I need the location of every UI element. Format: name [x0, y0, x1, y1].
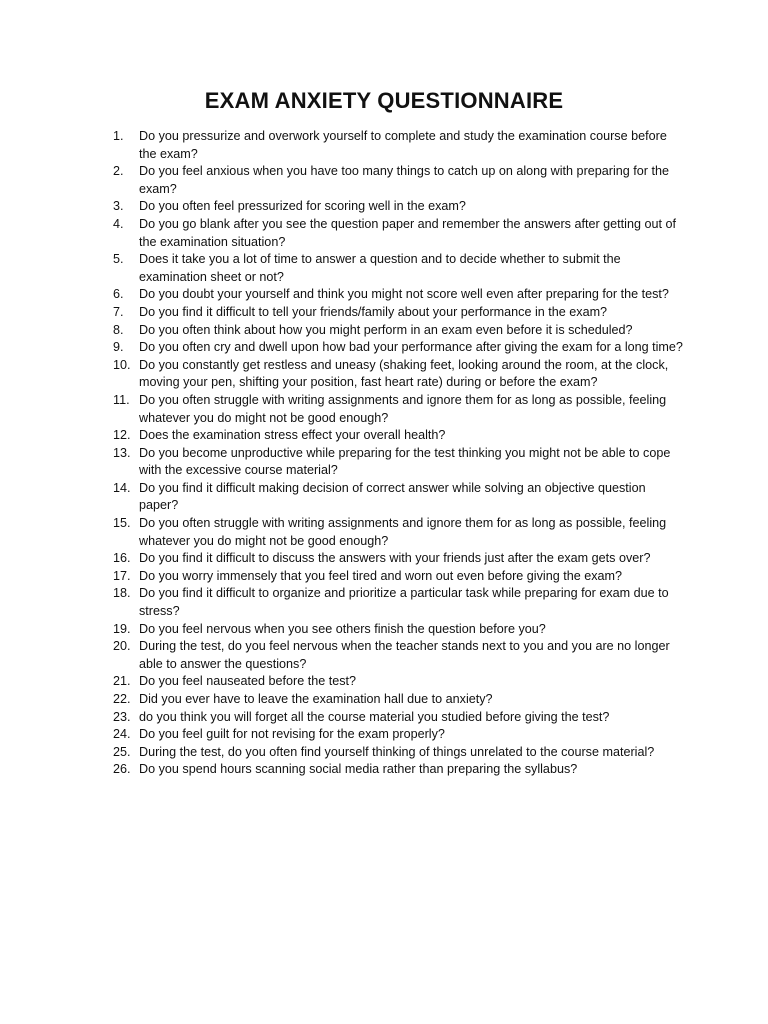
question-item: [104, 568, 684, 586]
question-number: 20.: [113, 639, 131, 654]
question-number: 22.: [113, 692, 131, 706]
question-text: Do you find it difficult to discuss the answers with your friends just after the exam gets over?: [139, 551, 651, 566]
question-number: 9.: [113, 340, 124, 355]
question-item: [104, 128, 684, 163]
question-number: 25.: [113, 744, 131, 759]
question-text: Do you feel nervous when you see others finish the question before you?: [139, 621, 546, 636]
question-item: [104, 744, 684, 762]
question-item: [104, 585, 684, 620]
question-number: 26.: [113, 762, 131, 777]
page-title: EXAM ANXIETY QUESTIONNAIRE: [204, 88, 564, 113]
question-text: Do you doubt your yourself and think you might not score well even after preparing for the test?: [139, 287, 669, 302]
question-text: do you think you will forget all the course material you studied before giving the test?: [139, 709, 610, 724]
question-number: 8.: [113, 322, 124, 337]
question-item: [104, 621, 684, 639]
question-item: [104, 392, 684, 427]
question-item: [104, 286, 684, 304]
question-item: [104, 638, 684, 673]
question-number: 1.: [113, 129, 124, 143]
question-text: Do you often struggle with writing assignments and ignore them for as long as possible, feeling whatever you do might not be good enough?: [139, 516, 667, 548]
question-text: Do you go blank after you see the question paper and remember the answers after getting out of the examination situation?: [139, 216, 676, 249]
question-number: 13.: [113, 445, 131, 460]
question-item: [104, 445, 684, 480]
question-text: Do you worry immensely that you feel tired and worn out even before giving the exam?: [139, 568, 623, 583]
question-number: 16.: [113, 551, 131, 566]
question-number: 10.: [113, 357, 131, 372]
question-item: [104, 515, 684, 550]
question-number: 7.: [113, 304, 124, 319]
question-item: [104, 480, 684, 515]
question-number: 21.: [113, 674, 131, 689]
question-number: 15.: [113, 516, 131, 531]
question-number: 24.: [113, 727, 131, 742]
question-text: Do you often feel pressurized for scoring well in the exam?: [139, 199, 466, 214]
question-item: [104, 357, 684, 392]
question-text: Do you find it difficult to organize and prioritize a particular task while preparing for exam due to stress?: [139, 586, 669, 619]
question-text: Do you become unproductive while preparing for the test thinking you might not be able to cope with the excessive course material?: [139, 445, 671, 478]
question-item: [104, 673, 684, 691]
question-number: 17.: [113, 568, 131, 583]
question-number: 14.: [113, 480, 131, 495]
question-number: 5.: [113, 252, 124, 267]
question-item: [104, 251, 684, 286]
question-item: [104, 216, 684, 251]
question-text: Do you feel nauseated before the test?: [139, 674, 357, 689]
question-text: Do you spend hours scanning social media rather than preparing the syllabus?: [139, 762, 578, 777]
question-text: Do you often cry and dwell upon how bad your performance after giving the exam for a long time?: [139, 340, 683, 355]
question-text: Do you find it difficult making decision of correct answer while solving an objective question paper?: [139, 480, 646, 513]
question-number: 3.: [113, 199, 124, 214]
question-item: [104, 163, 684, 198]
question-text: During the test, do you often find yourself thinking of things unrelated to the course material?: [139, 744, 655, 759]
question-text: Do you feel anxious when you have too many things to catch up on along with preparing for the exam?: [139, 164, 669, 196]
question-number: 11.: [113, 392, 130, 407]
question-item: [104, 339, 684, 357]
question-number: 19.: [113, 621, 131, 636]
question-item: [104, 304, 684, 322]
question-text: Do you feel guilt for not revising for the exam properly?: [139, 727, 445, 742]
question-number: 4.: [113, 216, 124, 231]
question-item: [104, 198, 684, 216]
question-text: Does the examination stress effect your overall health?: [139, 428, 446, 443]
question-text: Do you constantly get restless and uneasy (shaking feet, looking around the room, at the clock, moving your pen, shifting your position, fast heart rate) during or before the exam?: [139, 357, 669, 390]
question-text: During the test, do you feel nervous when the teacher stands next to you and you are no longer able to answer the questions?: [139, 639, 670, 671]
question-number: 12.: [113, 428, 131, 443]
question-item: [104, 726, 684, 744]
question-text: Do you pressurize and overwork yourself to complete and study the examination course before the exam?: [139, 129, 667, 161]
question-number: 2.: [113, 164, 124, 179]
question-text: Do you often struggle with writing assignments and ignore them for as long as possible, feeling whatever you do might not be good enough?: [139, 392, 667, 425]
question-number: 18.: [113, 586, 131, 601]
question-item: [104, 691, 684, 709]
question-text: Does it take you a lot of time to answer a question and to decide whether to submit the examination sheet or not?: [139, 252, 621, 284]
question-list: [104, 128, 684, 779]
question-item: [104, 427, 684, 445]
question-text: Did you ever have to leave the examination hall due to anxiety?: [139, 692, 493, 706]
question-number: 6.: [113, 287, 124, 302]
question-number: 23.: [113, 709, 131, 724]
question-text: Do you often think about how you might perform in an exam even before it is scheduled?: [139, 322, 633, 337]
question-item: [104, 709, 684, 727]
question-text: Do you find it difficult to tell your friends/family about your performance in the exam?: [139, 304, 608, 319]
question-item: [104, 761, 684, 779]
question-item: [104, 322, 684, 340]
question-item: [104, 550, 684, 568]
